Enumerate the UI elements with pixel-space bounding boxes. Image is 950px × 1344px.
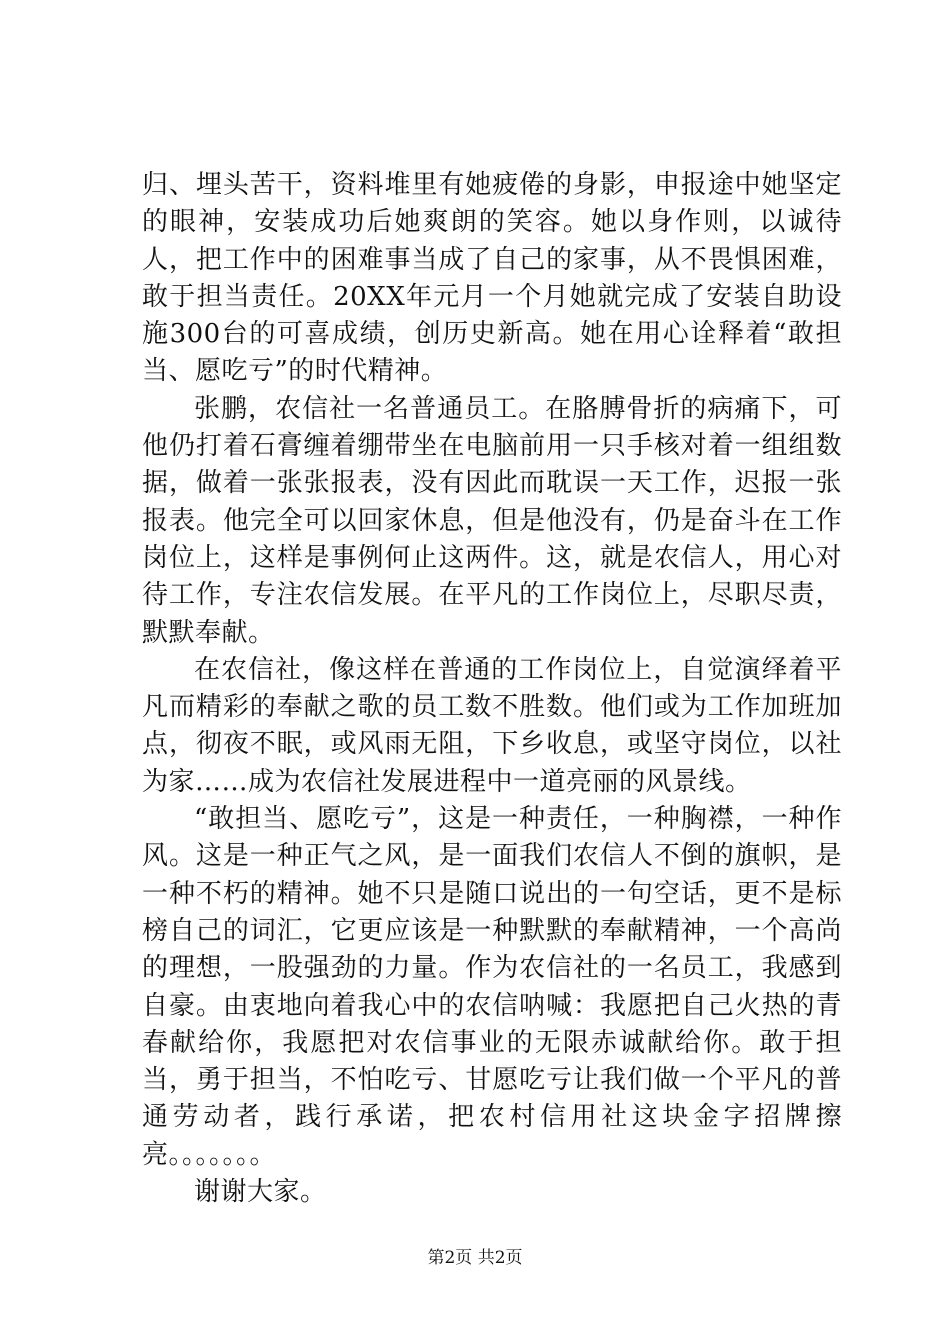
document-body <box>142 167 842 1211</box>
page-number-footer: 第2页 共2页 <box>427 1248 523 1268</box>
paragraph-1: 归、埋头苦干，资料堆里有她疲倦的身影，申报途中她坚定的眼神，安装成功后她爽朗的笑容。她以身作则，以诚待人，把工作中的困难事当成了自己的家事，从不畏惧困难，敢于担当责任。20XX年元月一个月她就完成了安装自助设施300台的可喜成绩，创历史新高。她在用心诠释着“敢担当、愿吃亏”的时代精神。 <box>142 170 842 387</box>
paragraph-2: 张鹏，农信社一名普通员工。在胳膊骨折的病痛下，可他仍打着石膏缠着绷带坐在电脑前用一只手核对着一组组数据，做着一张张报表，没有因此而耽误一天工作，迟报一张报表。他完全可以回家休息，但是他没有，仍是奋斗在工作岗位上，这样是事例何止这两件。这，就是农信人，用心对待工作，专注农信发展。在平凡的工作岗位上，尽职尽责，默默奉献。 <box>142 393 842 648</box>
paragraph-3: 在农信社，像这样在普通的工作岗位上，自觉演绎着平凡而精彩的奉献之歌的员工数不胜数。他们或为工作加班加点，彻夜不眠，或风雨无阻，下乡收息，或坚守岗位，以社为家……成为农信社发展进程中一道亮丽的风景线。 <box>142 654 842 797</box>
paragraph-5: 谢谢大家。 <box>194 1177 327 1208</box>
paragraph-4: “敢担当、愿吃亏”，这是一种责任，一种胸襟，一种作风。这是一种正气之风，是一面我们农信人不倒的旗帜，是一种不朽的精神。她不只是随口说出的一句空话，更不是标榜自己的词汇，它更应该是一种默默的奉献精神，一个高尚的理想，一股强劲的力量。作为农信社的一名员工，我感到自豪。由衷地向着我心中的农信呐喊：我愿把自己火热的青春献给你，我愿把对农信事业的无限赤诚献给你。敢于担当，勇于担当，不怕吃亏、甘愿吃亏让我们做一个平凡的普通劳动者，践行承诺，把农村信用社这块金字招牌擦亮。。。。。。。 <box>142 804 842 1170</box>
